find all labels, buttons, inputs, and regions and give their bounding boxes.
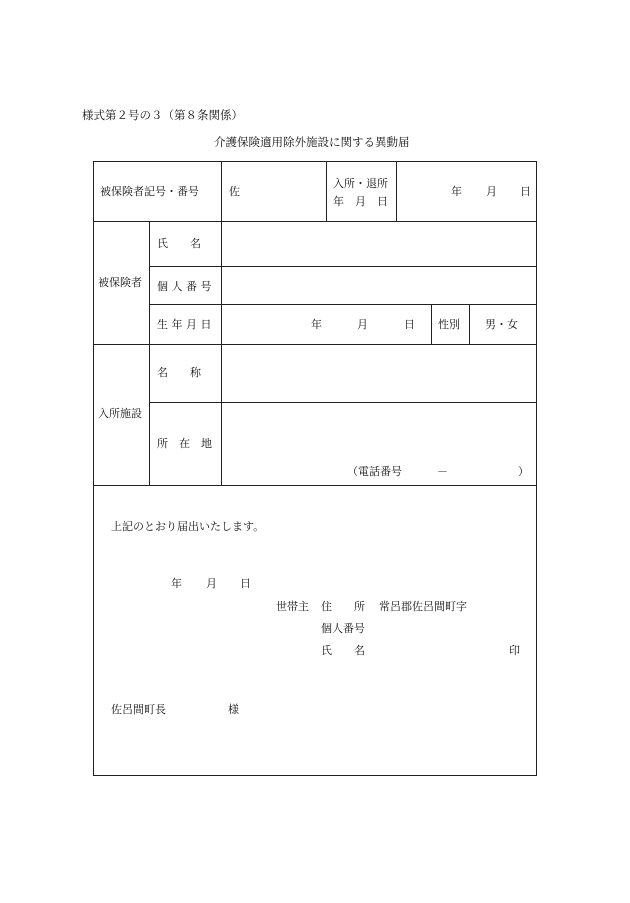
facility-phone-dash: － [437,465,448,478]
householder-address-field[interactable] [470,597,534,615]
facility-group-label: 入所施設 [98,407,142,420]
facility-name-label: 名 称 [157,366,201,379]
admission-date-label-bottom: 年 月 日 [333,195,388,208]
birth-year: 年 [311,318,322,331]
birth-date-label: 生 年 月 日 [157,318,212,331]
householder-address-label: 住 所 [321,600,365,613]
facility-phone-open: （電話番号 [347,465,402,478]
admission-date-month: 月 [486,185,497,198]
gender-label: 性別 [438,318,460,331]
householder-label: 世帯主 [276,600,309,613]
admission-date-field[interactable] [398,164,534,219]
declaration-statement: 上記のとおり届出いたします。 [111,520,265,533]
gender-value[interactable]: 男・女 [485,318,518,331]
householder-personal-number-field[interactable] [375,619,533,637]
admission-date-label-top: 入所・退所 [333,177,388,190]
facility-address-label: 所 在 地 [157,437,212,450]
birth-day: 日 [404,318,415,331]
seal-mark: 印 [509,644,520,657]
insured-name-label: 氏 名 [157,237,201,250]
householder-personal-number-label: 個人番号 [321,622,365,635]
admission-date-day: 日 [520,185,531,198]
birth-date-field[interactable] [223,306,429,343]
householder-address-value: 常呂郡佐呂間町字 [379,600,467,613]
insured-personal-number-field[interactable] [223,268,535,303]
facility-address-field[interactable] [223,404,535,459]
householder-name-field[interactable] [375,641,505,659]
declaration-date-year: 年 [171,577,182,590]
facility-phone-field[interactable] [410,461,514,481]
declaration-date-day: 日 [240,577,251,590]
birth-month: 月 [357,318,368,331]
form-number: 様式第２号の３（第８条関係） [82,108,243,122]
insured-number-prefix: 佐 [229,185,240,198]
declaration-date-month: 月 [206,577,217,590]
admission-date-year: 年 [451,185,462,198]
addressee-honorific: 様 [228,703,239,716]
facility-phone-close: ） [518,465,529,478]
insured-number-field[interactable] [244,164,324,219]
householder-name-label: 氏 名 [321,644,365,657]
addressee: 佐呂間町長 [111,703,166,716]
insured-group-label: 被保険者 [98,276,142,289]
form-title: 介護保険適用除外施設に関する異動届 [214,135,410,149]
insured-personal-number-label: 個 人 番 号 [157,280,212,293]
insured-name-field[interactable] [223,223,535,265]
facility-name-field[interactable] [223,346,535,401]
insured-number-label: 被保険者記号・番号 [100,185,199,198]
